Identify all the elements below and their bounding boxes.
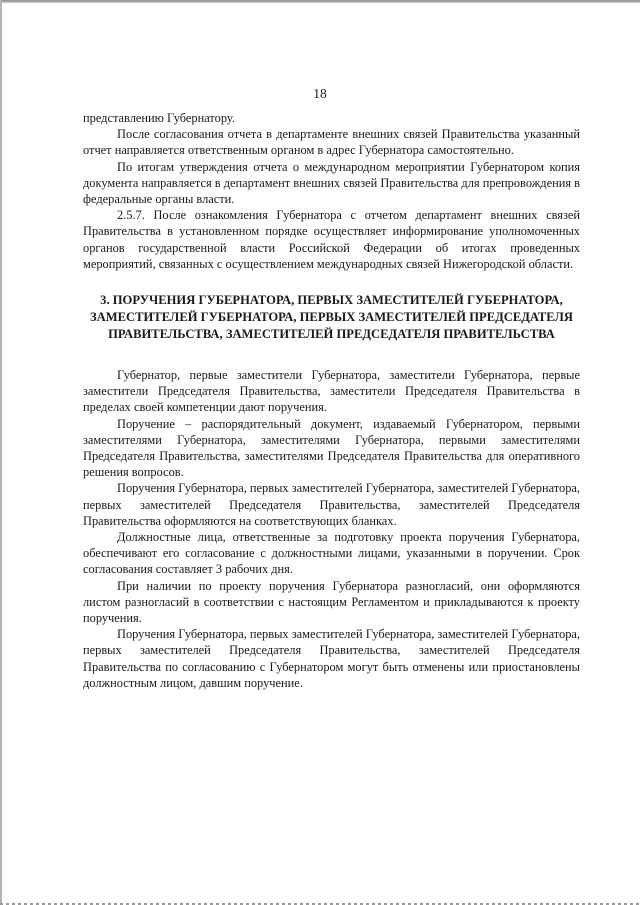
paragraph: Поручение – распорядительный документ, издаваемый Губернатором, первыми заместителями Губернатора, заместителями Губернатора, первыми заместителями Председателя Правительства, заместителями Председателя Правительства для оперативного решения вопросов.	[83, 416, 580, 480]
paragraph: 2.5.7. После ознакомления Губернатора с отчетом департамент внешних связей Правительства в установленном порядке осуществляет информирование уполномоченных органов государственной власти Российской Федерации об итогах проведенных мероприятий, связанных с осуществлением международных связей Нижегородской области.	[83, 208, 580, 271]
section-title: 3. ПОРУЧЕНИЯ ГУБЕРНАТОРА, ПЕРВЫХ ЗАМЕСТИТЕЛЕЙ ГУБЕРНАТОРА, ЗАМЕСТИТЕЛЕЙ ГУБЕРНАТОРА, ПЕРВЫХ ЗАМЕСТИТЕЛЕЙ ПРЕДСЕДАТЕЛЯ ПРАВИТЕЛЬСТВА, ЗАМЕСТИТЕЛЕЙ ПРЕДСЕДАТЕЛЯ ПРАВИТЕЛЬСТВА	[89, 293, 574, 342]
scan-top-edge	[0, 0, 640, 3]
document-body	[83, 110, 580, 691]
paragraph: Поручения Губернатора, первых заместителей Губернатора, заместителей Губернатора, первых заместителей Председателя Правительства, заместителей Председателя Правительства по согласованию с Губернатором могут быть отменены или приостановлены должностным лицом, давшим поручение.	[83, 627, 580, 690]
page-number: 18	[313, 86, 327, 101]
paragraph: Поручения Губернатора, первых заместителей Губернатора, заместителей Губернатора, первых заместителей Председателя Правительства, заместителей Председателя Правительства оформляются на соответствующих бланках.	[83, 481, 580, 528]
paragraph: Должностные лица, ответственные за подготовку проекта поручения Губернатора, обеспечивают его согласование с должностными лицами, указанными в поручении. Срок согласования составляет 3 рабочих дня.	[83, 530, 580, 577]
paragraph: По итогам утверждения отчета о международном мероприятии Губернатором копия документа направляется в департамент внешних связей Правительства для препровождения в федеральные органы власти.	[83, 159, 580, 207]
scan-left-edge	[0, 0, 2, 905]
paragraph: После согласования отчета в департаменте внешних связей Правительства указанный отчет направляется ответственным органом в адрес Губернатора самостоятельно.	[83, 127, 580, 158]
paragraph: представлению Губернатору.	[83, 111, 235, 125]
paragraph: Губернатор, первые заместители Губернатора, заместители Губернатора, первые заместители Председателя Правительства, заместители Председателя Правительства в пределах своей компетенции дают поручения.	[83, 368, 580, 415]
paragraph: При наличии по проекту поручения Губернатора разногласий, они оформляются листом разногласий в соответствии с настоящим Регламентом и прикладываются к проекту поручения.	[83, 578, 580, 626]
